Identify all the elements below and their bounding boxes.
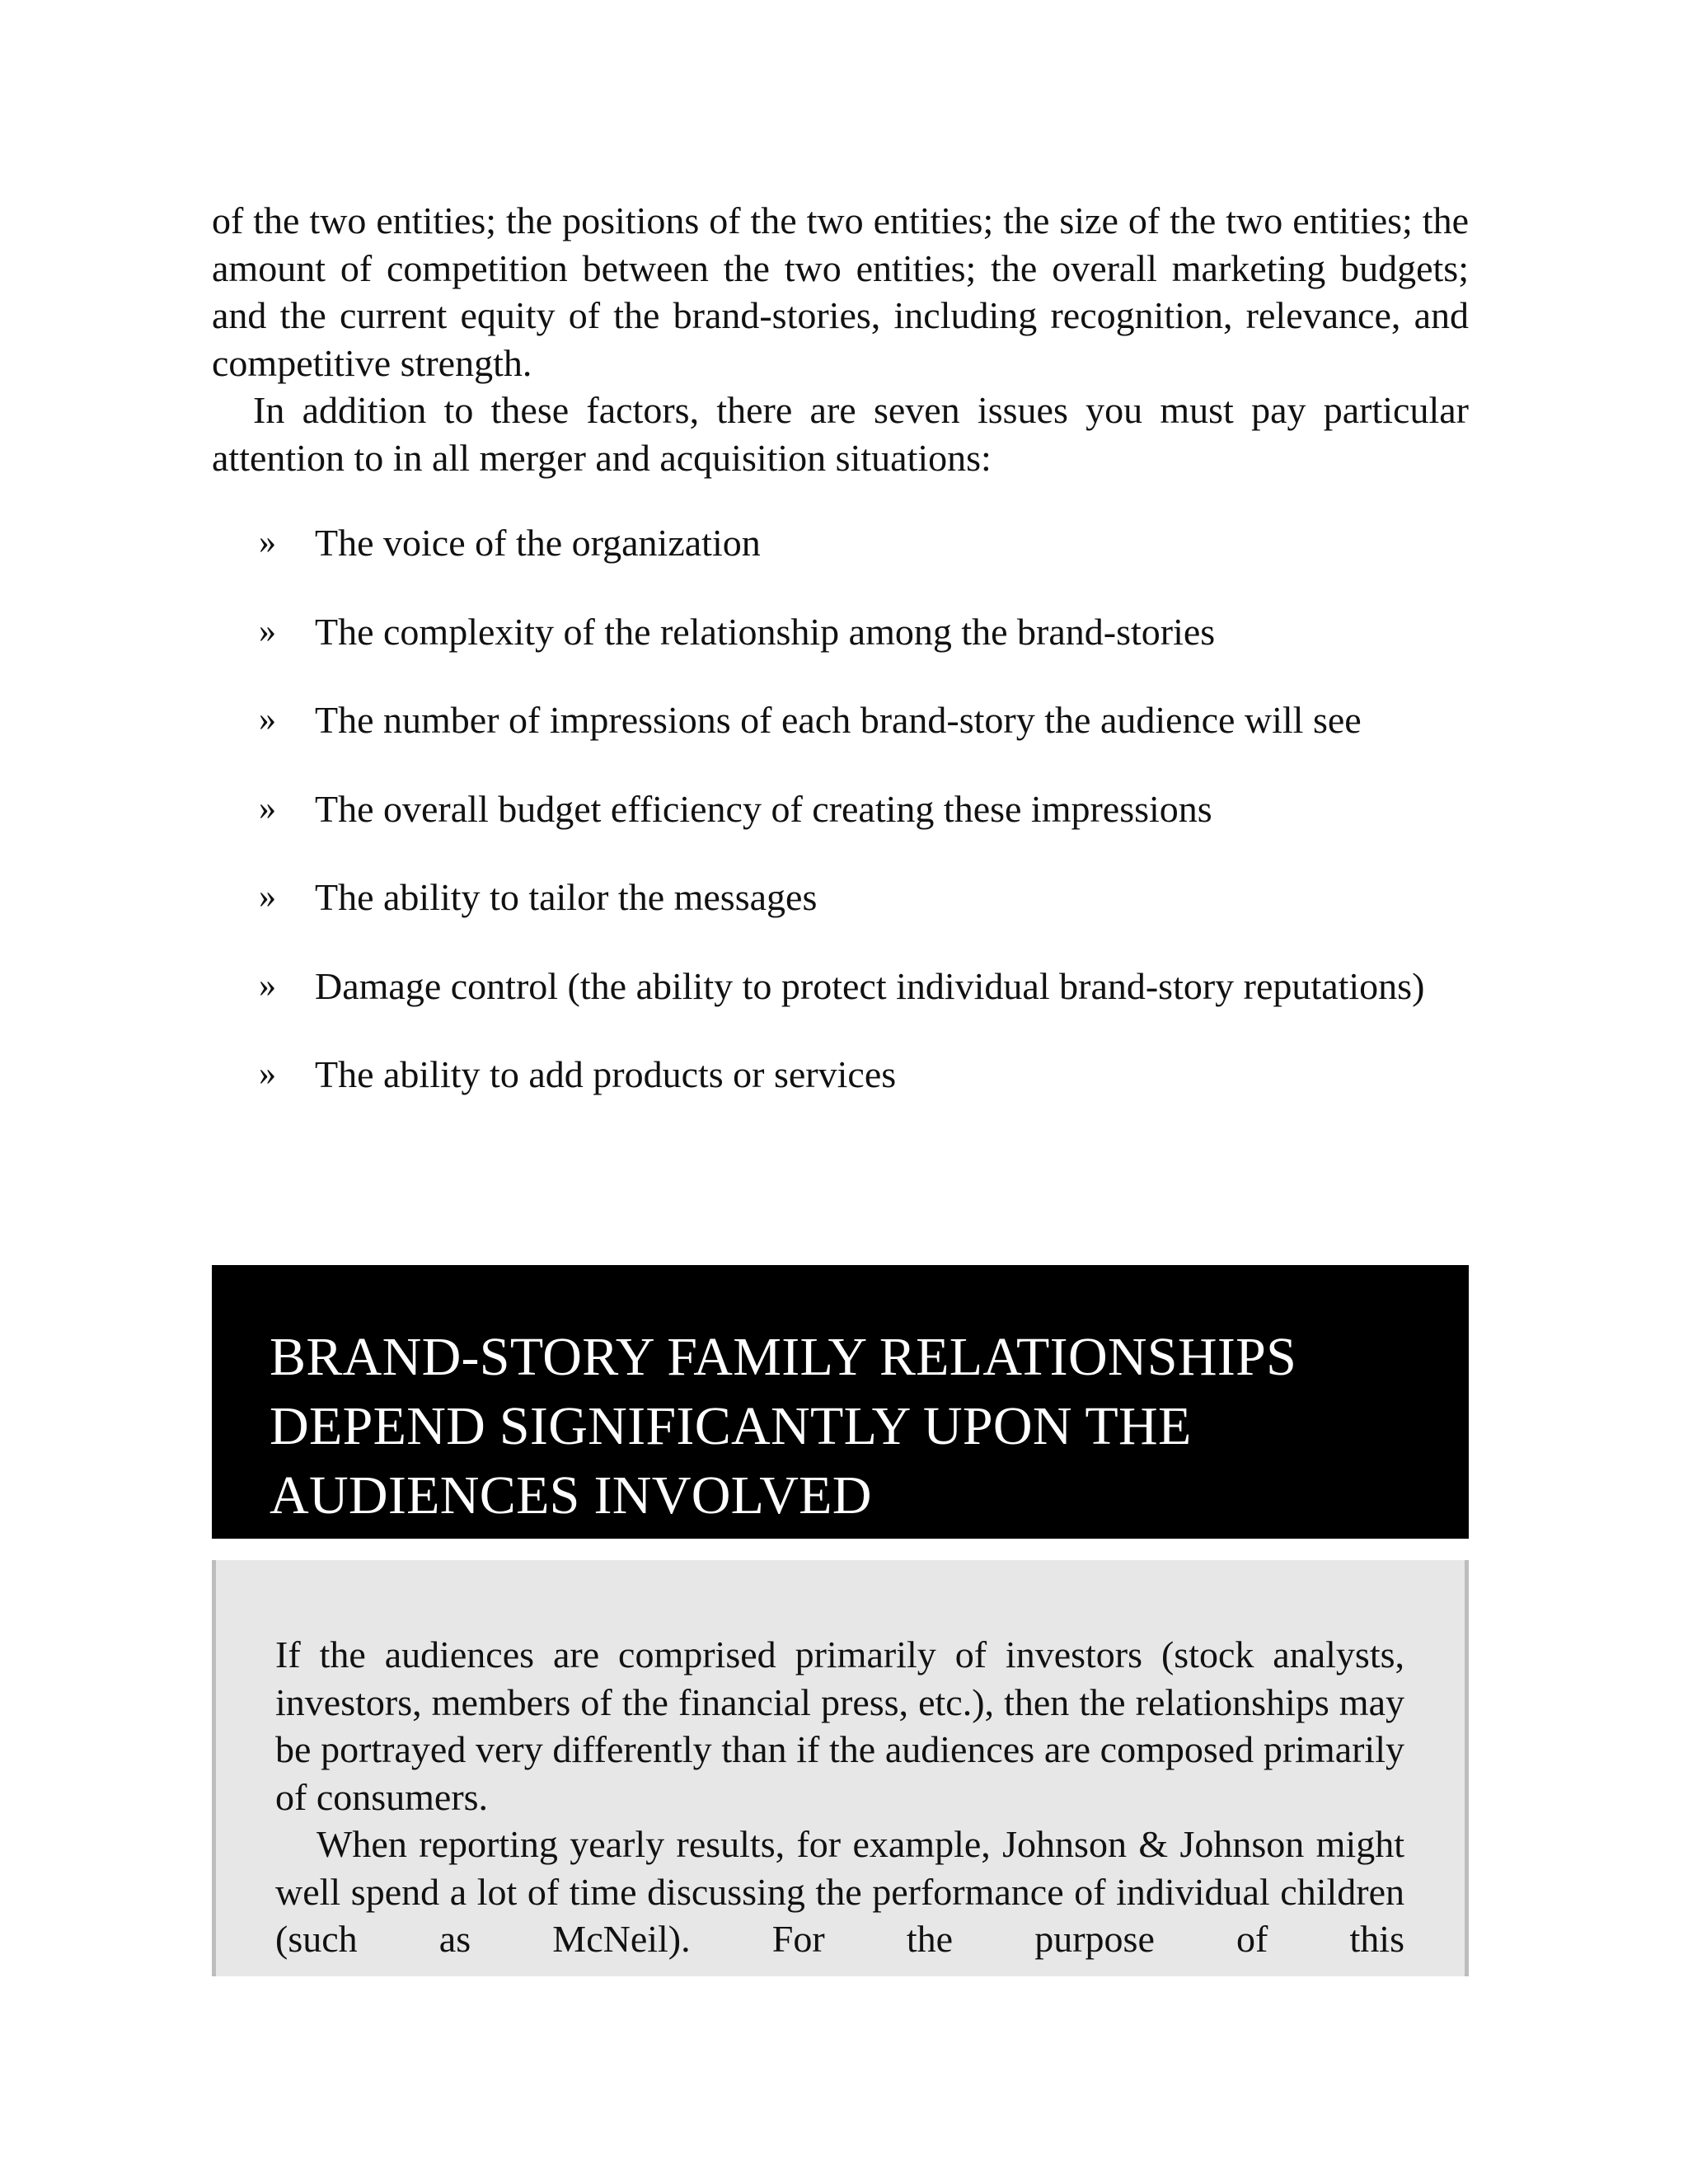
list-item <box>212 874 1469 921</box>
callout-title: BRAND-STORY FAMILY RELATIONSHIPS DEPEND SIGNIFICANTLY UPON THE AUDIENCES INVOLVED <box>270 1327 1297 1526</box>
bullet-marker: » <box>259 789 276 827</box>
bullet-marker: » <box>259 612 276 650</box>
issues-list <box>212 519 1469 1140</box>
callout-paragraph: When reporting yearly results, for example, Johnson & Johnson might well spend a lot of time discussing the performance of individual children (such as McNeil). For the purpose of this <box>275 1823 1404 1960</box>
list-item-text: The ability to add products or services <box>315 1053 897 1095</box>
bullet-marker: » <box>259 701 276 738</box>
list-item-text: Damage control (the ability to protect individual brand-story reputations) <box>315 964 1425 1007</box>
list-item-text: The overall budget efficiency of creating these impressions <box>315 787 1212 830</box>
list-item <box>212 608 1469 656</box>
list-item-text: The complexity of the relationship among the brand-stories <box>315 610 1216 653</box>
list-item <box>212 696 1469 744</box>
bullet-marker: » <box>259 1055 276 1093</box>
callout-box <box>212 1560 1469 1976</box>
callout-paragraph: If the audiences are comprised primarily of investors (stock analysts, investors, members of the financial press, etc.), then the relationships may be portrayed very differently than if the audiences are composed primarily of consumers. <box>275 1633 1404 1818</box>
bullet-marker: » <box>259 966 276 1005</box>
list-item <box>212 785 1469 833</box>
list-item-text: The ability to tailor the messages <box>315 876 818 918</box>
list-item <box>212 963 1469 1010</box>
body-paragraph: of the two entities; the positions of the two entities; the size of the two entities; the amount of competition between the two entities; the overall marketing budgets; and the current equity of the brand-stories, including recognition, relevance, and competitive strength. <box>212 199 1469 384</box>
list-item <box>212 519 1469 567</box>
bullet-marker: » <box>259 523 276 561</box>
bullet-marker: » <box>259 878 276 916</box>
body-paragraph: In addition to these factors, there are seven issues you must pay particular attention to in all merger and acquisition situations: <box>212 389 1469 479</box>
list-item-text: The number of impressions of each brand-story the audience will see <box>315 699 1362 741</box>
list-item-text: The voice of the organization <box>315 522 761 564</box>
list-item <box>212 1051 1469 1099</box>
callout-header <box>212 1265 1469 1539</box>
